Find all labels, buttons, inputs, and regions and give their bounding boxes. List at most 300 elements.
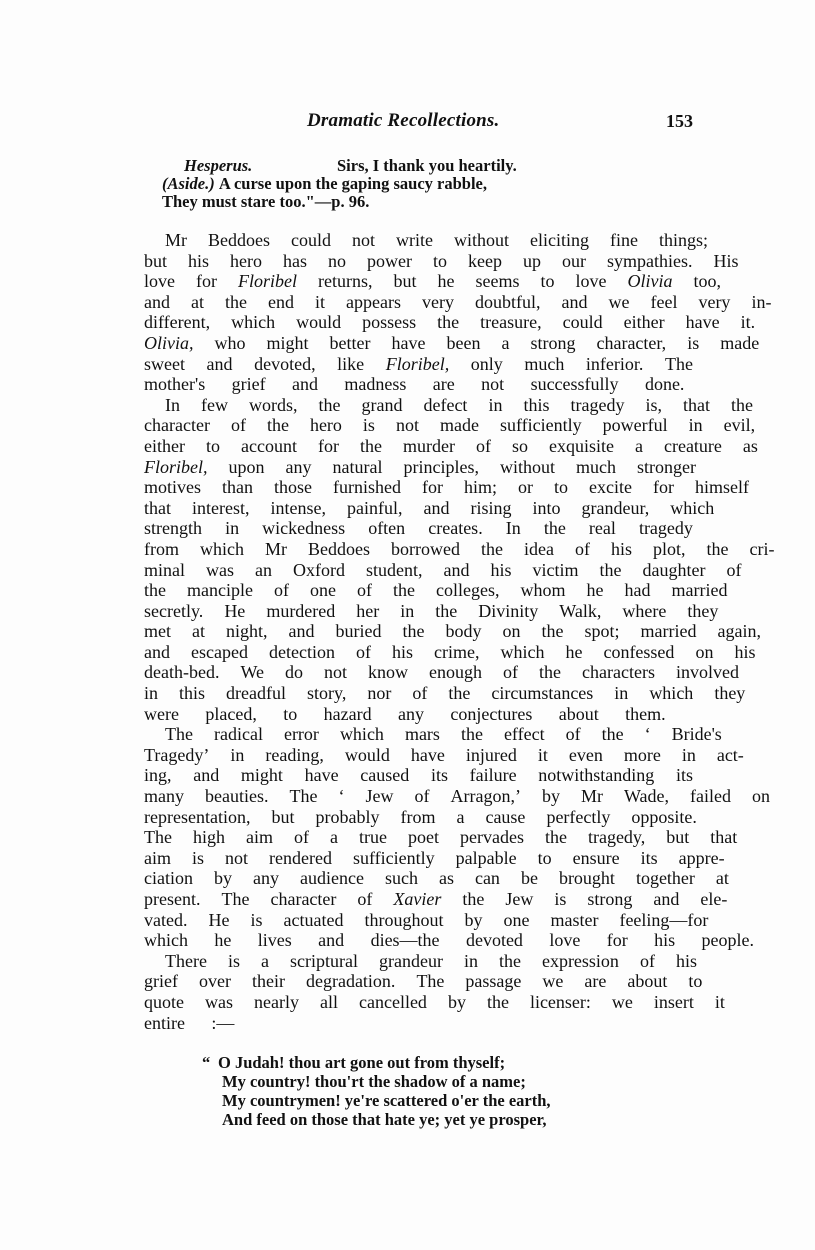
word: which: [649, 683, 694, 704]
word: dreadful: [226, 683, 286, 704]
text-line: [123, 765, 693, 786]
text-line: [123, 354, 693, 375]
word: even: [568, 744, 603, 765]
text-line: [123, 806, 697, 828]
word: poet: [407, 827, 439, 848]
word: not: [481, 374, 505, 395]
word: is: [250, 909, 263, 930]
word: married: [671, 580, 728, 601]
word: they: [687, 600, 719, 621]
word: which: [200, 538, 244, 559]
word: few: [201, 394, 228, 415]
word: a: [501, 332, 510, 353]
word: our: [562, 250, 586, 271]
word: seems: [475, 271, 520, 292]
word: the: [359, 435, 382, 456]
word: ‘: [338, 786, 345, 807]
text-line: [123, 435, 758, 457]
text-line: [123, 683, 746, 704]
word: is,: [645, 394, 662, 415]
text-line: [123, 271, 722, 292]
word: the: [706, 538, 729, 559]
word: all: [319, 991, 338, 1012]
word: words,: [248, 394, 298, 415]
word: master: [550, 909, 599, 930]
word: character: [144, 415, 210, 436]
word: not: [352, 230, 376, 250]
word: that: [710, 827, 738, 848]
word: to: [433, 250, 448, 271]
word: evil,: [723, 415, 756, 436]
word: sweet: [144, 353, 185, 374]
word: The: [165, 724, 193, 745]
word: the: [318, 394, 341, 415]
word: lives: [257, 930, 292, 951]
word: that: [682, 394, 710, 415]
word: at: [192, 621, 205, 642]
word: very: [421, 291, 454, 312]
word: Mr: [580, 786, 603, 807]
word: minal: [144, 559, 185, 580]
text-line: [123, 312, 756, 333]
verse-line: [202, 1110, 662, 1129]
word: natural: [332, 456, 383, 477]
word: The: [416, 971, 445, 992]
word: to: [537, 847, 552, 868]
word: creature: [663, 435, 722, 456]
word: and: [423, 497, 450, 518]
word: not: [324, 662, 348, 683]
verse-line: [202, 1091, 662, 1110]
word: his: [490, 559, 512, 580]
word: any: [252, 868, 279, 889]
word: from: [144, 538, 179, 559]
word: and: [561, 291, 588, 312]
word: was: [205, 991, 233, 1012]
word: the: [437, 312, 460, 333]
word: it.: [740, 312, 756, 333]
word: his: [391, 641, 413, 662]
word: of: [230, 415, 246, 436]
word: power: [367, 250, 412, 271]
word: such: [384, 868, 418, 889]
word: and: [206, 353, 233, 374]
word: we: [608, 291, 630, 312]
word: hero: [230, 250, 263, 271]
word: can: [474, 868, 500, 889]
word: at: [715, 868, 729, 889]
word: feeling—for: [619, 909, 709, 930]
word: of: [412, 683, 428, 704]
word: do: [285, 662, 304, 683]
verse-line: [202, 1053, 662, 1072]
word: would: [296, 312, 342, 333]
word: circumstances: [491, 683, 594, 704]
word: a: [330, 827, 338, 848]
word: have: [304, 765, 339, 786]
body-text: [123, 230, 775, 1033]
word: have: [391, 332, 426, 353]
word: any: [398, 703, 424, 724]
word: buried: [335, 621, 382, 642]
word: whom: [520, 580, 566, 601]
word: grandeur,: [581, 497, 650, 518]
word: The: [221, 889, 250, 909]
word: would: [344, 744, 390, 765]
word: enough: [429, 662, 483, 683]
word: tragedy: [638, 518, 693, 539]
word: it: [315, 291, 326, 312]
text-line: [123, 394, 753, 416]
word: high: [192, 827, 225, 848]
word: The: [289, 786, 318, 807]
word: for: [653, 477, 674, 498]
word: insert: [653, 991, 694, 1012]
word: is: [362, 415, 375, 436]
word: true: [359, 827, 387, 848]
word: to: [205, 435, 220, 456]
word: cri-: [749, 538, 775, 559]
text-line: [123, 786, 770, 807]
dialogue-line-aside: [162, 175, 682, 193]
text-line: [123, 497, 715, 519]
text-line: [123, 909, 709, 931]
word: not: [395, 415, 419, 436]
text-line: [123, 456, 696, 478]
word: manciple: [187, 580, 253, 601]
word: met: [144, 621, 171, 642]
word: ensure: [572, 847, 620, 868]
text-line: [123, 621, 761, 642]
text-line: [123, 744, 744, 766]
word: passage: [465, 971, 522, 992]
paragraph: [123, 394, 775, 725]
verse-line-text: O Judah! thou art gone out from thyself;: [218, 1053, 506, 1072]
word: character,: [596, 332, 667, 353]
word: have: [685, 312, 720, 333]
word: Oxford: [293, 559, 345, 580]
word: for: [421, 477, 443, 498]
word: the: [544, 827, 567, 848]
text-line: [123, 971, 703, 992]
running-head: [123, 110, 693, 134]
word: which: [500, 641, 545, 662]
word: vated.: [144, 909, 188, 930]
word: furnished: [333, 477, 401, 498]
word: were: [144, 703, 179, 724]
word: tragedy: [570, 394, 625, 415]
word: beauties.: [205, 786, 269, 807]
word: upon: [228, 456, 265, 477]
word: treasure,: [480, 312, 542, 333]
word: love: [575, 271, 607, 292]
word: representation,: [144, 806, 251, 827]
word: nearly: [254, 991, 299, 1012]
page-number: 153: [666, 111, 693, 131]
word: by: [541, 786, 560, 807]
word: much: [524, 353, 565, 374]
word: end: [268, 291, 294, 312]
word: He: [208, 909, 230, 930]
text-line: [123, 374, 693, 395]
word: radical: [213, 724, 263, 745]
word: of: [475, 435, 491, 456]
word: its: [675, 765, 693, 786]
word: is: [192, 847, 205, 868]
word: be: [520, 868, 538, 889]
paragraph: [123, 950, 725, 1033]
word: who: [214, 332, 246, 353]
text-line: [123, 827, 738, 848]
word: possess: [362, 312, 417, 333]
stage-direction: (Aside.): [162, 174, 215, 193]
word: is: [687, 332, 700, 353]
word: Mr: [265, 538, 287, 559]
word: he: [565, 641, 583, 662]
word: returns,: [318, 271, 373, 292]
word: which: [144, 930, 188, 951]
word: strength: [144, 518, 202, 539]
word: escaped: [191, 641, 248, 662]
word: Bride's: [671, 724, 722, 745]
text-line: [123, 518, 693, 539]
word: scriptural: [289, 950, 358, 971]
word: excite: [589, 477, 632, 498]
word: intense,: [270, 497, 326, 518]
word: confessed: [603, 641, 675, 662]
word: her: [356, 600, 380, 621]
word: as: [742, 435, 758, 456]
word: Beddoes: [208, 230, 270, 250]
word: he: [437, 271, 455, 292]
text-line: [123, 580, 728, 601]
word: very: [698, 291, 731, 312]
word: devoted,: [254, 353, 316, 374]
word: many: [144, 786, 184, 807]
word: had: [624, 580, 651, 601]
word: and: [443, 559, 470, 580]
word: borrowed: [391, 538, 460, 559]
word: was: [206, 559, 234, 580]
word: actuated: [283, 909, 344, 930]
word: the: [543, 518, 566, 539]
word: There: [165, 950, 207, 971]
word: his: [610, 538, 632, 559]
word: about: [627, 971, 668, 992]
word: the: [541, 621, 564, 642]
word: much: [575, 456, 616, 477]
word: grief: [144, 971, 178, 992]
word: are: [584, 971, 607, 992]
speaker-speech: Sirs, I thank you heartily.: [337, 156, 517, 175]
word: for: [317, 435, 339, 456]
word: this: [179, 683, 206, 704]
word: Mr: [165, 230, 187, 250]
word: and: [144, 291, 170, 312]
word: aim: [246, 827, 273, 848]
word: effect: [503, 724, 545, 745]
word: of: [726, 559, 742, 580]
word: exquisite: [548, 435, 614, 456]
word: inferior.: [585, 353, 644, 374]
word: the: [599, 559, 622, 580]
word: over: [198, 971, 231, 992]
word: of: [503, 662, 519, 683]
word: ele-: [700, 889, 728, 909]
word: dies—the: [370, 930, 440, 951]
word: only: [470, 353, 503, 374]
word: His: [713, 250, 739, 271]
word: either: [623, 312, 665, 333]
word: error: [283, 724, 319, 745]
word: colleges,: [435, 580, 500, 601]
word: by: [213, 868, 232, 889]
word: :—: [211, 1012, 235, 1033]
word: Olivia: [627, 271, 673, 292]
word: licenser:: [529, 991, 591, 1012]
text-line: [123, 950, 697, 972]
word: devoted: [465, 930, 523, 951]
paragraph: [123, 724, 770, 951]
word: Walk,: [559, 600, 602, 621]
word: Xavier: [393, 889, 442, 909]
text-line: [123, 704, 693, 725]
word: are: [432, 374, 455, 395]
text-line: [123, 991, 725, 1013]
word: for: [196, 271, 217, 292]
word: married: [640, 621, 697, 642]
word: and: [292, 374, 318, 395]
word: of: [357, 889, 373, 909]
word: sufficiently: [353, 847, 435, 868]
word: things;: [658, 230, 708, 250]
word: stronger: [636, 456, 696, 477]
word: madness: [344, 374, 407, 395]
word: their: [251, 971, 285, 992]
word: grief: [231, 374, 266, 395]
text-line: [123, 559, 742, 581]
text-line: [123, 662, 739, 683]
word: again,: [717, 621, 761, 642]
verse-line-text: And feed on those that hate ye; yet ye prosper,: [222, 1110, 547, 1129]
word: body: [445, 621, 482, 642]
word: Floribel,: [144, 456, 208, 477]
word: pervades: [459, 827, 524, 848]
word: either: [144, 435, 185, 456]
text-line: [123, 600, 719, 622]
word: defect: [423, 394, 468, 415]
word: spot;: [584, 621, 620, 642]
word: could: [291, 230, 331, 250]
word: write: [396, 230, 433, 250]
open-quote: “: [202, 1053, 211, 1072]
word: opposite.: [631, 806, 697, 827]
text-line: [123, 477, 749, 498]
word: successfully: [530, 374, 619, 395]
text-line: [123, 332, 760, 354]
word: love: [549, 930, 581, 951]
word: of: [355, 641, 371, 662]
word: grand: [361, 394, 403, 415]
verse-line-text: My country! thou'rt the shadow of a name;: [222, 1072, 526, 1091]
word: which: [339, 724, 384, 745]
word: murdered: [266, 600, 336, 621]
word: to: [283, 703, 298, 724]
word: any: [285, 456, 312, 477]
word: to: [688, 971, 703, 992]
word: it: [714, 991, 725, 1012]
word: victim: [532, 559, 579, 580]
word: but: [144, 250, 168, 271]
word: Jew: [505, 889, 534, 909]
word: could: [562, 312, 603, 333]
word: might: [266, 332, 309, 353]
word: act-: [716, 744, 744, 765]
word: motives: [144, 477, 201, 498]
word: of: [294, 827, 309, 848]
word: in: [400, 600, 415, 621]
word: not: [225, 847, 249, 868]
word: eliciting: [530, 230, 589, 250]
word: the: [266, 415, 289, 436]
word: by: [464, 909, 483, 930]
word: injured: [465, 744, 517, 765]
word: of: [565, 724, 581, 745]
word: done.: [644, 374, 685, 395]
word: but: [666, 827, 690, 848]
word: of: [639, 950, 655, 971]
word: cancelled: [358, 991, 427, 1012]
word: so: [511, 435, 528, 456]
word: people.: [701, 930, 754, 951]
word: is: [554, 889, 567, 909]
word: Wade,: [623, 786, 669, 807]
word: one: [503, 909, 530, 930]
word: night,: [226, 621, 268, 642]
word: ‘: [644, 724, 651, 745]
word: throughout: [364, 909, 444, 930]
word: Floribel,: [385, 353, 450, 374]
word: the: [144, 580, 166, 601]
word: in: [225, 518, 240, 539]
verse-quotation: [202, 1053, 662, 1129]
word: probably: [315, 806, 380, 827]
word: in: [463, 950, 478, 971]
verse-line-text: My countrymen! ye're scattered o'er the earth,: [222, 1091, 551, 1110]
word: crime,: [433, 641, 480, 662]
word: together: [635, 868, 695, 889]
word: its: [640, 847, 658, 868]
word: them.: [625, 703, 666, 724]
word: in: [688, 415, 703, 436]
word: audience: [299, 868, 364, 889]
word: Tragedy’: [144, 744, 210, 765]
word: where: [622, 600, 667, 621]
word: without: [499, 456, 555, 477]
word: failed: [689, 786, 731, 807]
word: tragedy,: [587, 827, 646, 848]
word: Floribel: [238, 271, 297, 292]
word: and: [288, 621, 315, 642]
text-line: [123, 415, 756, 436]
word: different,: [144, 312, 211, 333]
running-title: Dramatic Recollections.: [307, 110, 500, 131]
word: grandeur: [378, 950, 443, 971]
word: appre-: [678, 847, 725, 868]
word: murder: [402, 435, 455, 456]
word: death-bed.: [144, 662, 220, 683]
word: mother's: [144, 374, 206, 395]
